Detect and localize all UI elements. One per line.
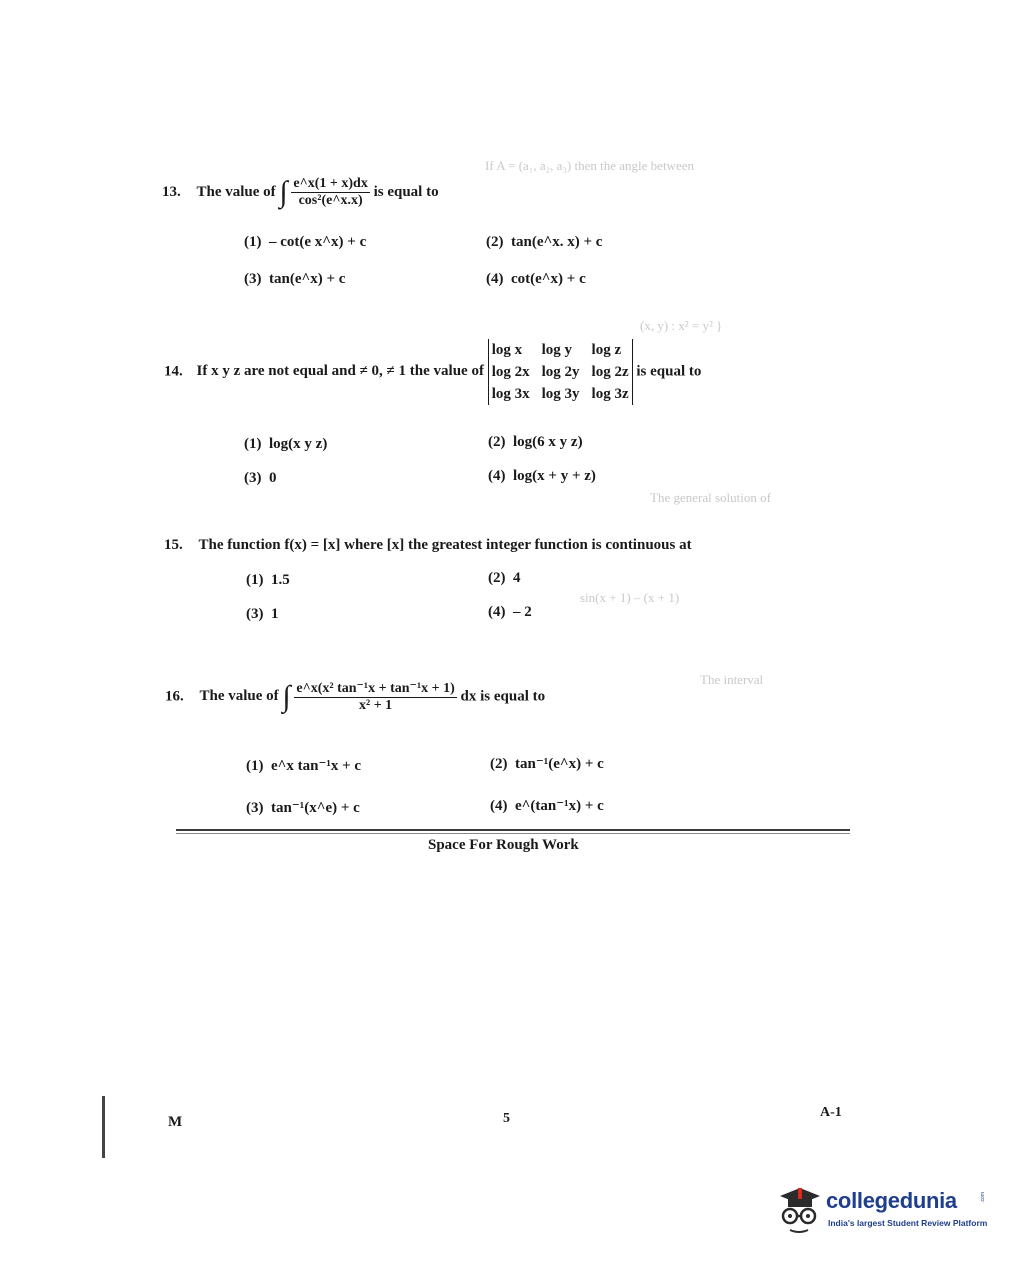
integrand-fraction xyxy=(291,176,369,209)
question-stem: The function f(x) = [x] where [x] the greatest integer function is continuous at xyxy=(198,537,692,553)
integrand-numerator: e^x(1 + x)dx xyxy=(293,176,368,191)
matrix-cell: log 2y xyxy=(541,364,580,380)
matrix-cell: log 2x xyxy=(491,364,530,380)
section-divider xyxy=(176,829,850,831)
q16-option-1: (1) e^x tan⁻¹x + c xyxy=(246,758,362,774)
question-stem-suffix: is equal to xyxy=(636,363,702,380)
brand-suffix: .com xyxy=(980,1192,986,1203)
margin-bar xyxy=(102,1096,105,1158)
question-13 xyxy=(162,176,439,209)
question-15 xyxy=(164,537,692,554)
matrix-cell: log 3x xyxy=(491,386,530,402)
bleed-through-text: If A = (a₁, a₂, a₃) then the angle between xyxy=(485,158,694,173)
brand-tagline: India's largest Student Review Platform xyxy=(828,1218,988,1228)
matrix-cell: log z xyxy=(591,342,622,358)
q14-option-3: (3) 0 xyxy=(244,470,277,486)
question-number: 16. xyxy=(165,688,184,705)
q15-option-2: (2) 4 xyxy=(488,570,521,586)
matrix-cell: log x xyxy=(491,342,523,358)
integrand-numerator: e^x(x² tan⁻¹x + tan⁻¹x + 1) xyxy=(296,681,455,696)
question-stem: The value of xyxy=(196,183,276,200)
integrand-denominator: cos²(e^x.x) xyxy=(298,193,363,208)
q13-option-1: (1) – cot(e x^x) + c xyxy=(244,234,367,250)
paper-code-right: A-1 xyxy=(820,1105,842,1120)
q13-option-4: (4) cot(e^x) + c xyxy=(486,271,586,287)
matrix-cell: log 2z xyxy=(591,364,629,380)
question-number: 15. xyxy=(164,537,183,553)
question-stem: The value of xyxy=(199,688,279,705)
integral-symbol-icon: ∫ xyxy=(279,175,288,209)
q15-option-4: (4) – 2 xyxy=(488,604,532,620)
mascot-icon xyxy=(770,1182,824,1238)
q16-option-4: (4) e^(tan⁻¹x) + c xyxy=(490,798,604,814)
section-divider-thin xyxy=(176,833,850,834)
matrix-cell: log 3z xyxy=(591,386,629,402)
brand-name: collegedunia xyxy=(826,1188,957,1213)
question-stem: If x y z are not equal and ≠ 0, ≠ 1 the value of xyxy=(196,363,484,380)
collegedunia-logo xyxy=(770,1180,990,1240)
paper-code-left: M xyxy=(168,1114,183,1130)
q14-option-4: (4) log(x + y + z) xyxy=(488,468,596,484)
integrand-denominator: x² + 1 xyxy=(359,698,393,713)
q13-option-2: (2) tan(e^x. x) + c xyxy=(486,234,603,250)
question-stem-suffix: is equal to xyxy=(373,183,439,200)
rough-work-label: Space For Rough Work xyxy=(428,837,579,853)
bleed-through-text: (x, y) : x² = y² } xyxy=(640,318,723,333)
q15-option-1: (1) 1.5 xyxy=(246,572,290,588)
question-16 xyxy=(165,680,545,714)
q15-option-3: (3) 1 xyxy=(246,606,279,622)
question-number: 13. xyxy=(162,183,181,200)
bleed-through-text: The interval xyxy=(700,672,764,687)
q14-option-2: (2) log(6 x y z) xyxy=(488,434,583,450)
question-14 xyxy=(164,339,701,405)
matrix-cell: log y xyxy=(541,342,573,358)
matrix-cell: log 3y xyxy=(541,386,580,402)
integral-symbol-icon: ∫ xyxy=(282,680,291,713)
page-number: 5 xyxy=(503,1111,510,1126)
question-number: 14. xyxy=(164,363,183,380)
q13-option-3: (3) tan(e^x) + c xyxy=(244,271,346,287)
question-stem-suffix: dx is equal to xyxy=(460,688,546,705)
q14-option-1: (1) log(x y z) xyxy=(244,436,328,452)
determinant-matrix xyxy=(488,339,633,405)
bleed-through-text: sin(x + 1) – (x + 1) xyxy=(580,590,680,605)
q16-option-2: (2) tan⁻¹(e^x) + c xyxy=(490,756,604,772)
q16-option-3: (3) tan⁻¹(x^e) + c xyxy=(246,800,360,816)
integrand-fraction xyxy=(294,680,456,714)
bleed-through-text: The general solution of xyxy=(650,490,771,505)
